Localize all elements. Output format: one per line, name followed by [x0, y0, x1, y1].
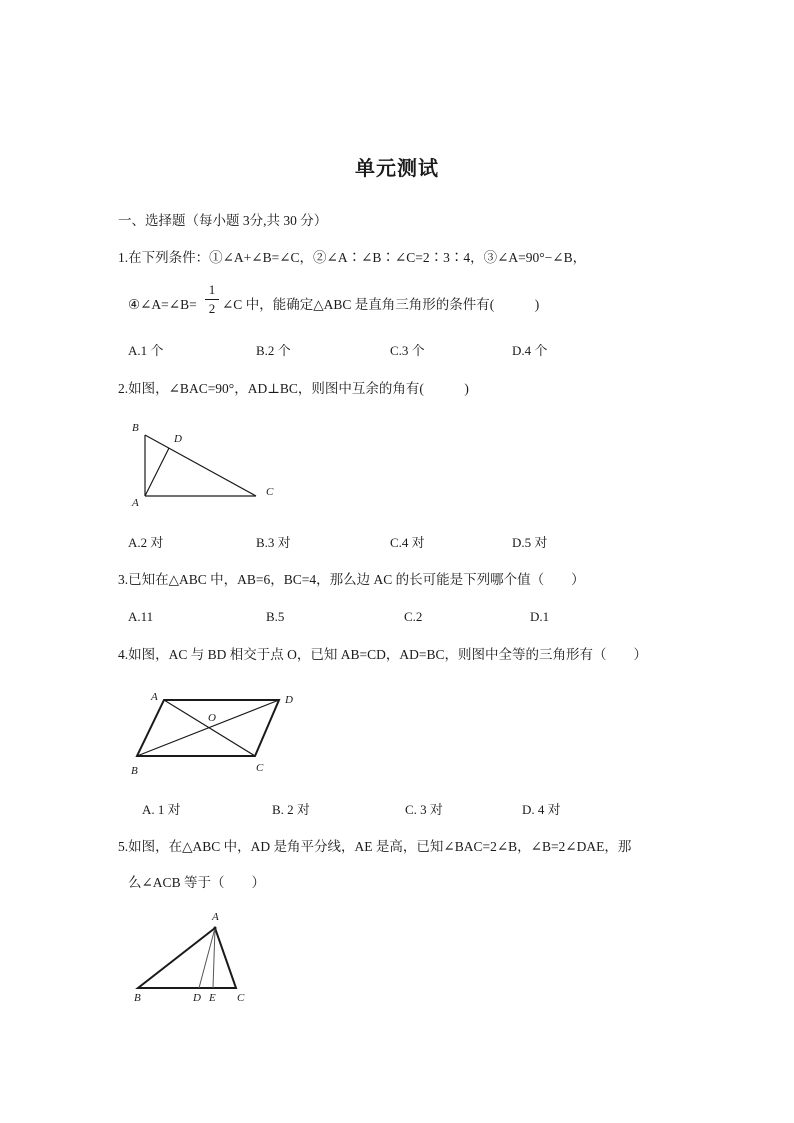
label-b: B — [134, 992, 141, 1004]
q3-option-a[interactable]: A.11 — [128, 609, 154, 624]
page-title: 单元测试 — [355, 158, 439, 180]
q2-option-a[interactable]: A.2 对 — [128, 535, 164, 550]
triangle-bisector-figure — [125, 905, 265, 1010]
triangle-abc — [138, 928, 236, 988]
fraction-bar — [205, 299, 219, 300]
q4-option-b[interactable]: B. 2 对 — [272, 802, 310, 817]
label-c: C — [256, 762, 264, 774]
label-c: C — [266, 486, 274, 498]
q4-option-c[interactable]: C. 3 对 — [405, 802, 443, 817]
label-c: C — [237, 992, 245, 1004]
q2-option-d[interactable]: D.5 对 — [512, 535, 548, 550]
label-d: D — [174, 433, 182, 445]
question-2-text: 2.如图，∠BAC=90°，AD⊥BC，则图中互余的角有( ) — [118, 381, 469, 396]
label-b: B — [131, 765, 138, 777]
q3-option-b[interactable]: B.5 — [266, 609, 285, 624]
label-b: B — [132, 422, 139, 434]
fraction-one-half — [205, 282, 219, 317]
q1-option-c[interactable]: C.3 个 — [390, 343, 425, 358]
label-d: D — [193, 992, 201, 1004]
fraction-denominator: 2 — [208, 301, 216, 316]
q1-option-b[interactable]: B.2 个 — [256, 343, 291, 358]
right-triangle-figure — [120, 415, 290, 515]
label-d: D — [285, 694, 293, 706]
q2-option-b[interactable]: B.3 对 — [256, 535, 291, 550]
question-1-line-1: 1.在下列条件：①∠A+∠B=∠C，②∠A∶∠B∶∠C=2∶3∶4，③∠A=90°−∠B， — [118, 250, 587, 265]
question-4-text: 4.如图，AC 与 BD 相交于点 O，已知 AB=CD，AD=BC，则图中全等的三角形有（ ） — [118, 647, 647, 662]
question-5-line-1: 5.如图，在△ABC 中，AD 是角平分线，AE 是高，已知∠BAC=2∠B，∠B=2∠DAE，那 — [118, 839, 632, 854]
q4-option-a[interactable]: A. 1 对 — [142, 802, 181, 817]
label-o: O — [208, 712, 216, 724]
q1-option-d[interactable]: D.4 个 — [512, 343, 548, 358]
question-1-line-2-end: ∠C 中，能确定△ABC 是直角三角形的条件有( ) — [222, 297, 540, 312]
q4-option-d[interactable]: D. 4 对 — [522, 802, 561, 817]
segment-bc — [145, 435, 256, 496]
label-a: A — [151, 691, 158, 703]
q3-option-d[interactable]: D.1 — [530, 609, 550, 624]
q3-option-c[interactable]: C.2 — [404, 609, 423, 624]
label-e: E — [209, 992, 216, 1004]
question-1-line-2-start: ④∠A=∠B= — [128, 297, 197, 312]
section-heading: 一、选择题（每小题 3分,共 30 分） — [118, 213, 328, 228]
question-5-line-2: 么∠ACB 等于（ ） — [128, 875, 265, 890]
label-a: A — [212, 911, 219, 923]
segment-ad — [145, 448, 169, 496]
segment-ad — [199, 928, 215, 988]
label-a: A — [132, 497, 139, 509]
point-a — [214, 927, 217, 930]
question-3-text: 3.已知在△ABC 中，AB=6，BC=4，那么边 AC 的长可能是下列哪个值（ ） — [118, 572, 585, 587]
q1-option-a[interactable]: A.1 个 — [128, 343, 164, 358]
fraction-numerator: 1 — [208, 282, 216, 297]
segment-ae — [213, 928, 215, 988]
parallelogram-figure — [125, 685, 305, 780]
q2-option-c[interactable]: C.4 对 — [390, 535, 425, 550]
